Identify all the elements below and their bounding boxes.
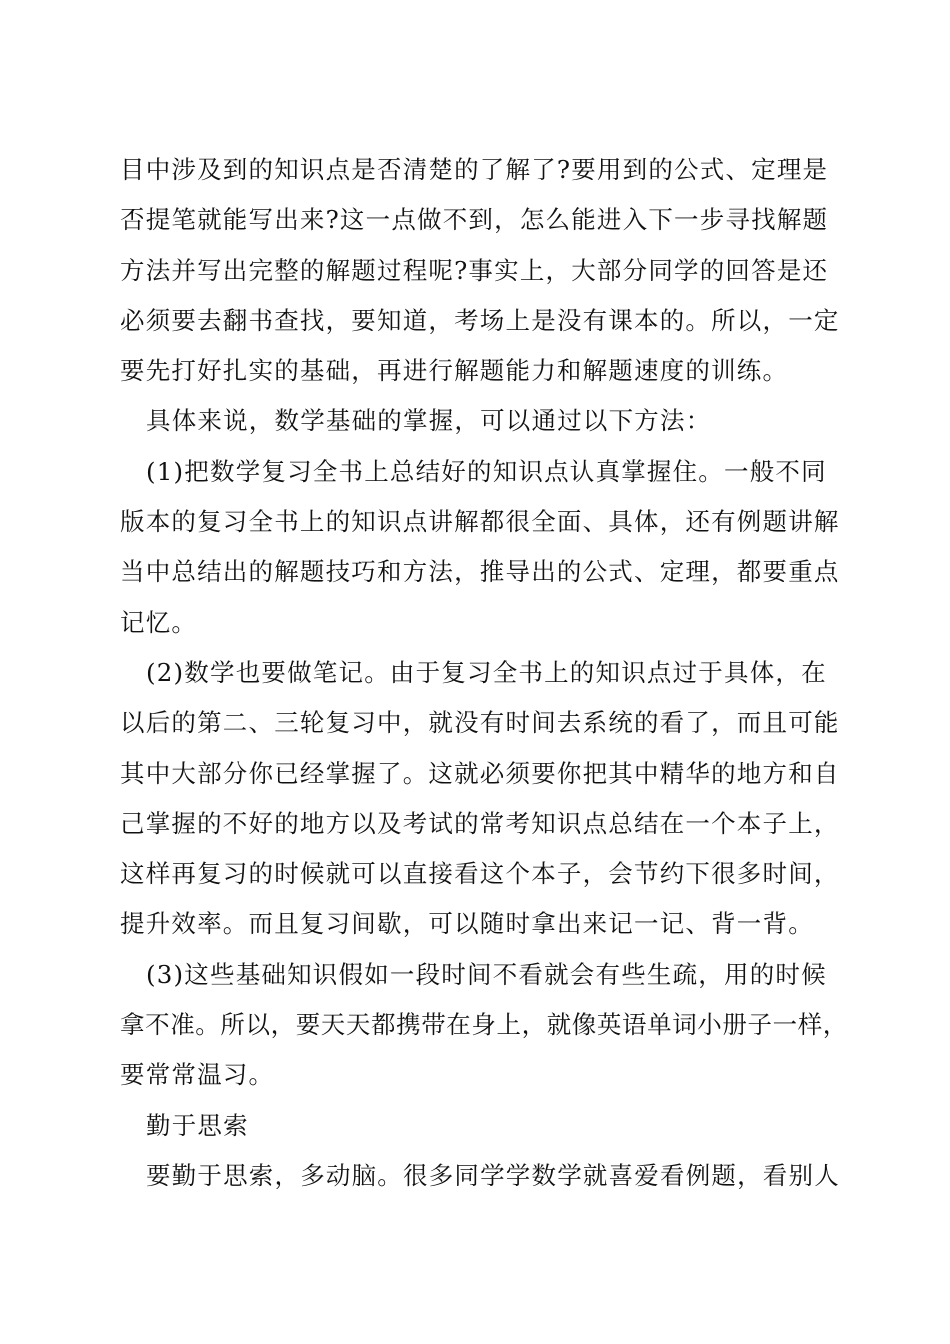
text-line: 要常常温习。 <box>120 1060 275 1090</box>
text-line: 拿不准。所以，要天天都携带在身上，就像英语单词小册子一样， <box>120 1010 848 1040</box>
text-line: 记忆。 <box>120 607 198 637</box>
text-line: (3)这些基础知识假如一段时间不看就会有些生疏，用的时候 <box>146 959 827 989</box>
text-line: 要先打好扎实的基础，再进行解题能力和解题速度的训练。 <box>120 356 789 386</box>
text-line: 版本的复习全书上的知识点讲解都很全面、具体，还有例题讲解 <box>120 507 840 537</box>
text-line: 否提笔就能写出来?这一点做不到，怎么能进入下一步寻找解题 <box>120 205 829 235</box>
text-line: 勤于思索 <box>146 1110 249 1140</box>
body-text <box>120 145 848 1201</box>
text-line: 这样再复习的时候就可以直接看这个本子，会节约下很多时间， <box>120 859 840 889</box>
text-line: 提升效率。而且复习间歇，可以随时拿出来记一记、背一背。 <box>120 909 814 939</box>
text-line: 必须要去翻书查找，要知道，考场上是没有课本的。所以，一定 <box>120 305 840 335</box>
text-line: 具体来说，数学基础的掌握，可以通过以下方法： <box>146 406 712 436</box>
text-line: 目中涉及到的知识点是否清楚的了解了?要用到的公式、定理是 <box>120 155 829 184</box>
text-line: 己掌握的不好的地方以及考试的常考知识点总结在一个本子上， <box>120 808 840 838</box>
text-line: 其中大部分你已经掌握了。这就必须要你把其中精华的地方和自 <box>120 758 840 788</box>
text-line: (2)数学也要做笔记。由于复习全书上的知识点过于具体，在 <box>146 657 827 687</box>
text-line: (1)把数学复习全书上总结好的知识点认真掌握住。一般不同 <box>146 456 827 486</box>
text-line: 要勤于思索，多动脑。很多同学学数学就喜爱看例题，看别人 <box>146 1160 840 1190</box>
text-line: 方法并写出完整的解题过程呢?事实上，大部分同学的回答是还 <box>120 255 829 285</box>
text-line: 以后的第二、三轮复习中，就没有时间去系统的看了，而且可能 <box>120 708 840 738</box>
text-line: 当中总结出的解题技巧和方法，推导出的公式、定理，都要重点 <box>120 557 840 587</box>
